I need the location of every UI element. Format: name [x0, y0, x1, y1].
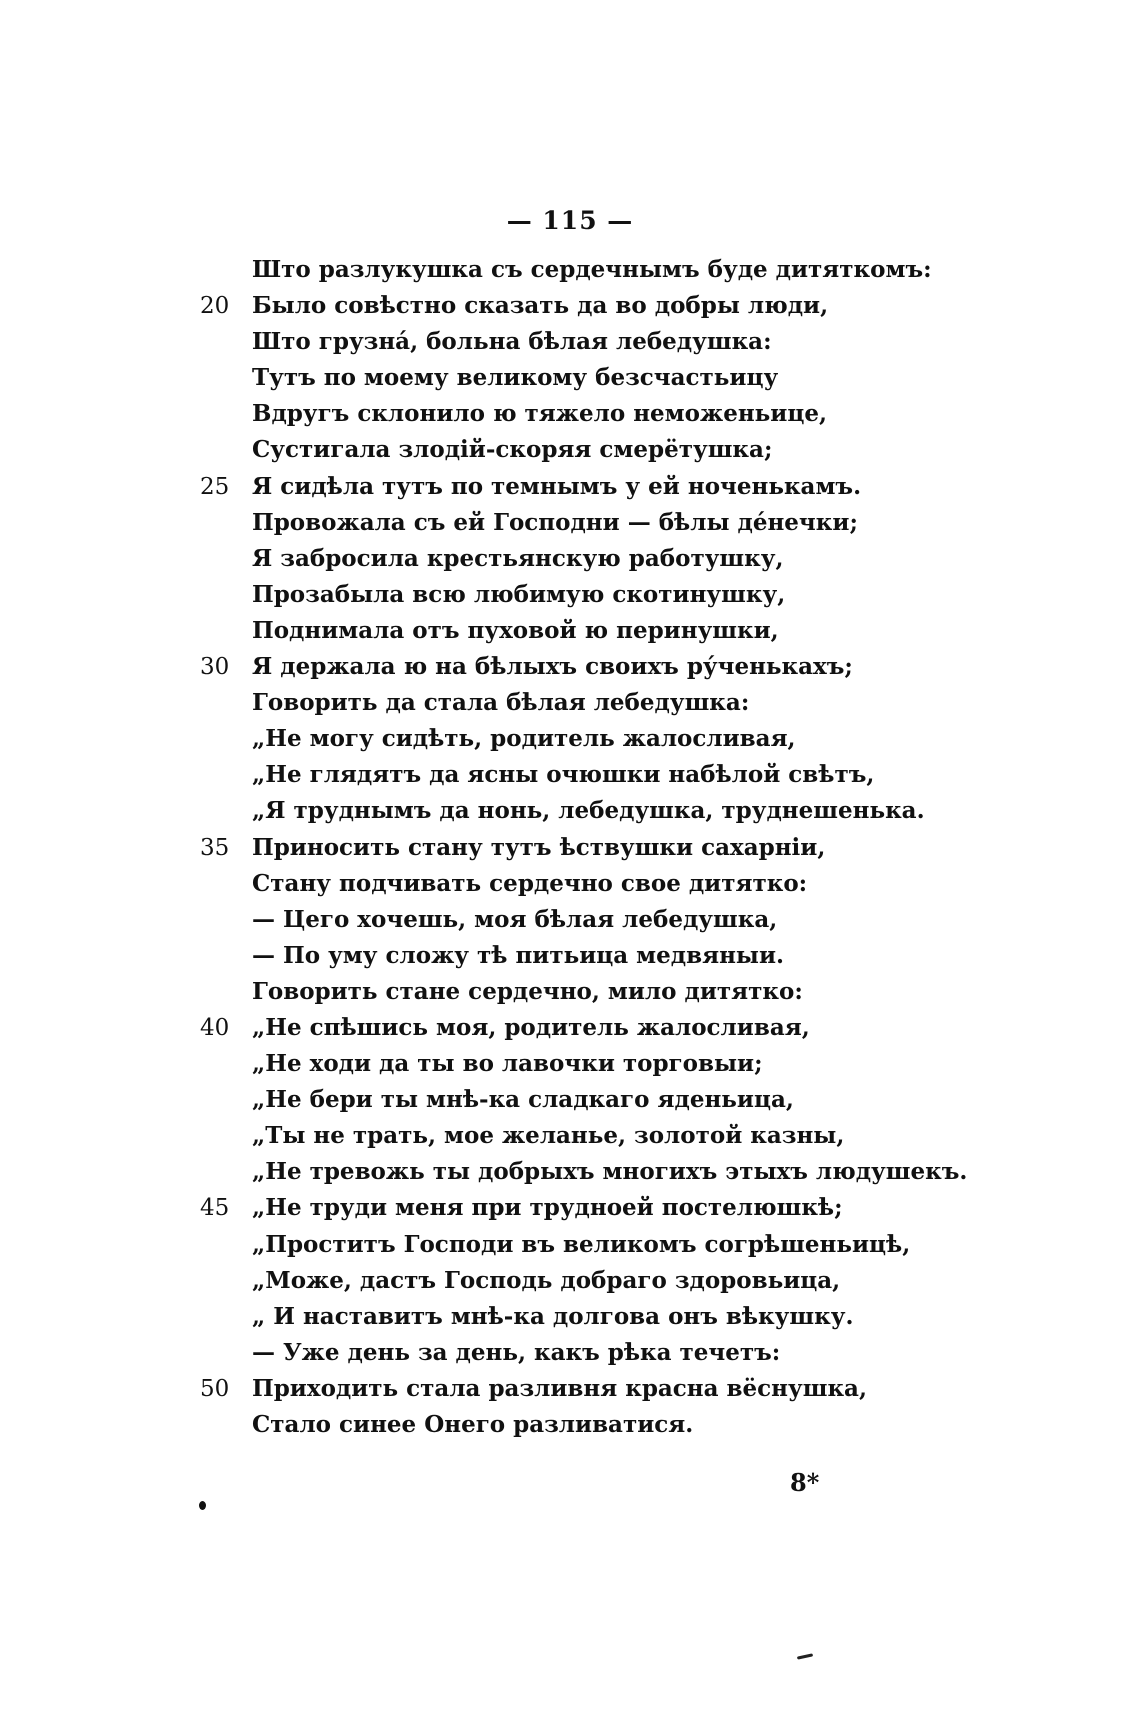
- line-text: „Не глядятъ да ясны очюшки набѣлой свѣтъ,: [252, 761, 875, 789]
- line-text: — По уму сложу тѣ питьица медвяныи.: [252, 941, 785, 969]
- line-text: Прозабыла всю любимую скотинушку,: [252, 580, 786, 608]
- poem-line: [0, 1299, 1140, 1335]
- line-text: Приходить стала разливня красна вёснушка,: [252, 1374, 867, 1402]
- line-text: „Не тревожь ты добрыхъ многихъ этыхъ людушекъ.: [252, 1158, 968, 1186]
- poem-line: [0, 469, 1140, 505]
- line-text: „Не бери ты мнѣ-ка сладкаго яденьица,: [252, 1086, 794, 1114]
- poem-line: [0, 360, 1140, 396]
- line-text: Поднимала отъ пуховой ю перинушки,: [252, 616, 779, 644]
- poem-line: [0, 649, 1140, 685]
- line-number: 25: [200, 473, 230, 500]
- poem-line: [0, 938, 1140, 974]
- poem-line: [0, 1335, 1140, 1371]
- line-text: „Може, дастъ Господь добраго здоровьица,: [252, 1266, 841, 1294]
- line-text: Сустигала злодій-скоряя смерётушка;: [252, 436, 773, 464]
- poem-line: [0, 1263, 1140, 1299]
- line-text: Было совѣстно сказать да во добры люди,: [252, 292, 829, 320]
- line-text: — Цего хочешь, моя бѣлая лебедушка,: [252, 905, 778, 933]
- poem-line: [0, 252, 1140, 288]
- line-text: „Не ходи да ты во лавочки торговыи;: [252, 1050, 763, 1078]
- line-number: 40: [200, 1014, 230, 1041]
- line-text: Што грузна́, больна бѣлая лебедушка:: [252, 328, 772, 356]
- line-text: Стало синее Онего разливатися.: [252, 1411, 694, 1438]
- line-text: Я держала ю на бѣлыхъ своихъ ру́ченькахъ;: [252, 653, 853, 681]
- poem-line: [0, 1227, 1140, 1263]
- poem-line: [0, 396, 1140, 432]
- line-text: Тутъ по моему великому безсчастьицу: [252, 364, 779, 392]
- line-text: Я забросила крестьянскую работушку,: [252, 544, 784, 572]
- poem-line: [0, 866, 1140, 902]
- poem-line: [0, 1046, 1140, 1082]
- line-text: „ И наставитъ мнѣ-ка долгова онъ вѣкушку.: [252, 1302, 854, 1330]
- line-text: Говорить стане сердечно, мило дитятко:: [252, 977, 803, 1005]
- poem-line: [0, 685, 1140, 721]
- line-number: 50: [200, 1375, 230, 1402]
- poem-line: [0, 613, 1140, 649]
- ink-speck: [797, 1653, 813, 1659]
- poem-line: [0, 1154, 1140, 1190]
- signature-mark: 8*: [790, 1468, 820, 1497]
- line-text: „Ты не трать, мое желанье, золотой казны,: [252, 1122, 845, 1150]
- line-text: Я сидѣла тутъ по темнымъ у ей ноченькамъ.: [252, 472, 862, 500]
- line-text: „Не могу сидѣть, родитель жалосливая,: [252, 725, 796, 753]
- poem-line: [0, 1371, 1140, 1407]
- poem-text: [0, 252, 1140, 1443]
- poem-line: [0, 288, 1140, 324]
- line-text: Што разлукушка съ сердечнымъ буде дитяткомъ:: [252, 256, 932, 283]
- line-text: Говорить да стала бѣлая лебедушка:: [252, 689, 750, 717]
- poem-line: [0, 721, 1140, 757]
- poem-line: [0, 1190, 1140, 1226]
- poem-line: [0, 1407, 1140, 1443]
- line-text: „Не спѣшись моя, родитель жалосливая,: [252, 1013, 810, 1041]
- poem-line: [0, 432, 1140, 468]
- page-number: — 115 —: [506, 206, 634, 235]
- line-number: 45: [200, 1195, 230, 1222]
- line-text: Приносить стану тутъ ѣствушки сахарніи,: [252, 833, 826, 861]
- poem-line: [0, 757, 1140, 793]
- ink-dot: [199, 1501, 206, 1510]
- line-text: — Уже день за день, какъ рѣка течетъ:: [252, 1338, 781, 1366]
- poem-line: [0, 1082, 1140, 1118]
- line-text: „Я труднымъ да нонь, лебедушка, труднешенька.: [252, 797, 925, 825]
- line-number: 30: [200, 654, 230, 681]
- poem-line: [0, 541, 1140, 577]
- line-text: Провожала съ ей Господни — бѣлы де́нечки;: [252, 508, 858, 536]
- line-text: Стану подчивать сердечно свое дитятко:: [252, 869, 808, 897]
- poem-line: [0, 324, 1140, 360]
- poem-line: [0, 577, 1140, 613]
- poem-line: [0, 974, 1140, 1010]
- line-text: Вдругъ склонило ю тяжело неможеньице,: [252, 400, 827, 428]
- poem-line: [0, 830, 1140, 866]
- poem-line: [0, 1118, 1140, 1154]
- line-number: 20: [200, 293, 230, 320]
- poem-line: [0, 505, 1140, 541]
- line-text: „Не труди меня при труднoей постелюшкѣ;: [252, 1194, 843, 1222]
- line-text: „Проститъ Господи въ великомъ согрѣшеньицѣ,: [252, 1230, 911, 1258]
- poem-line: [0, 902, 1140, 938]
- poem-line: [0, 1010, 1140, 1046]
- line-number: 35: [200, 834, 230, 861]
- poem-line: [0, 793, 1140, 829]
